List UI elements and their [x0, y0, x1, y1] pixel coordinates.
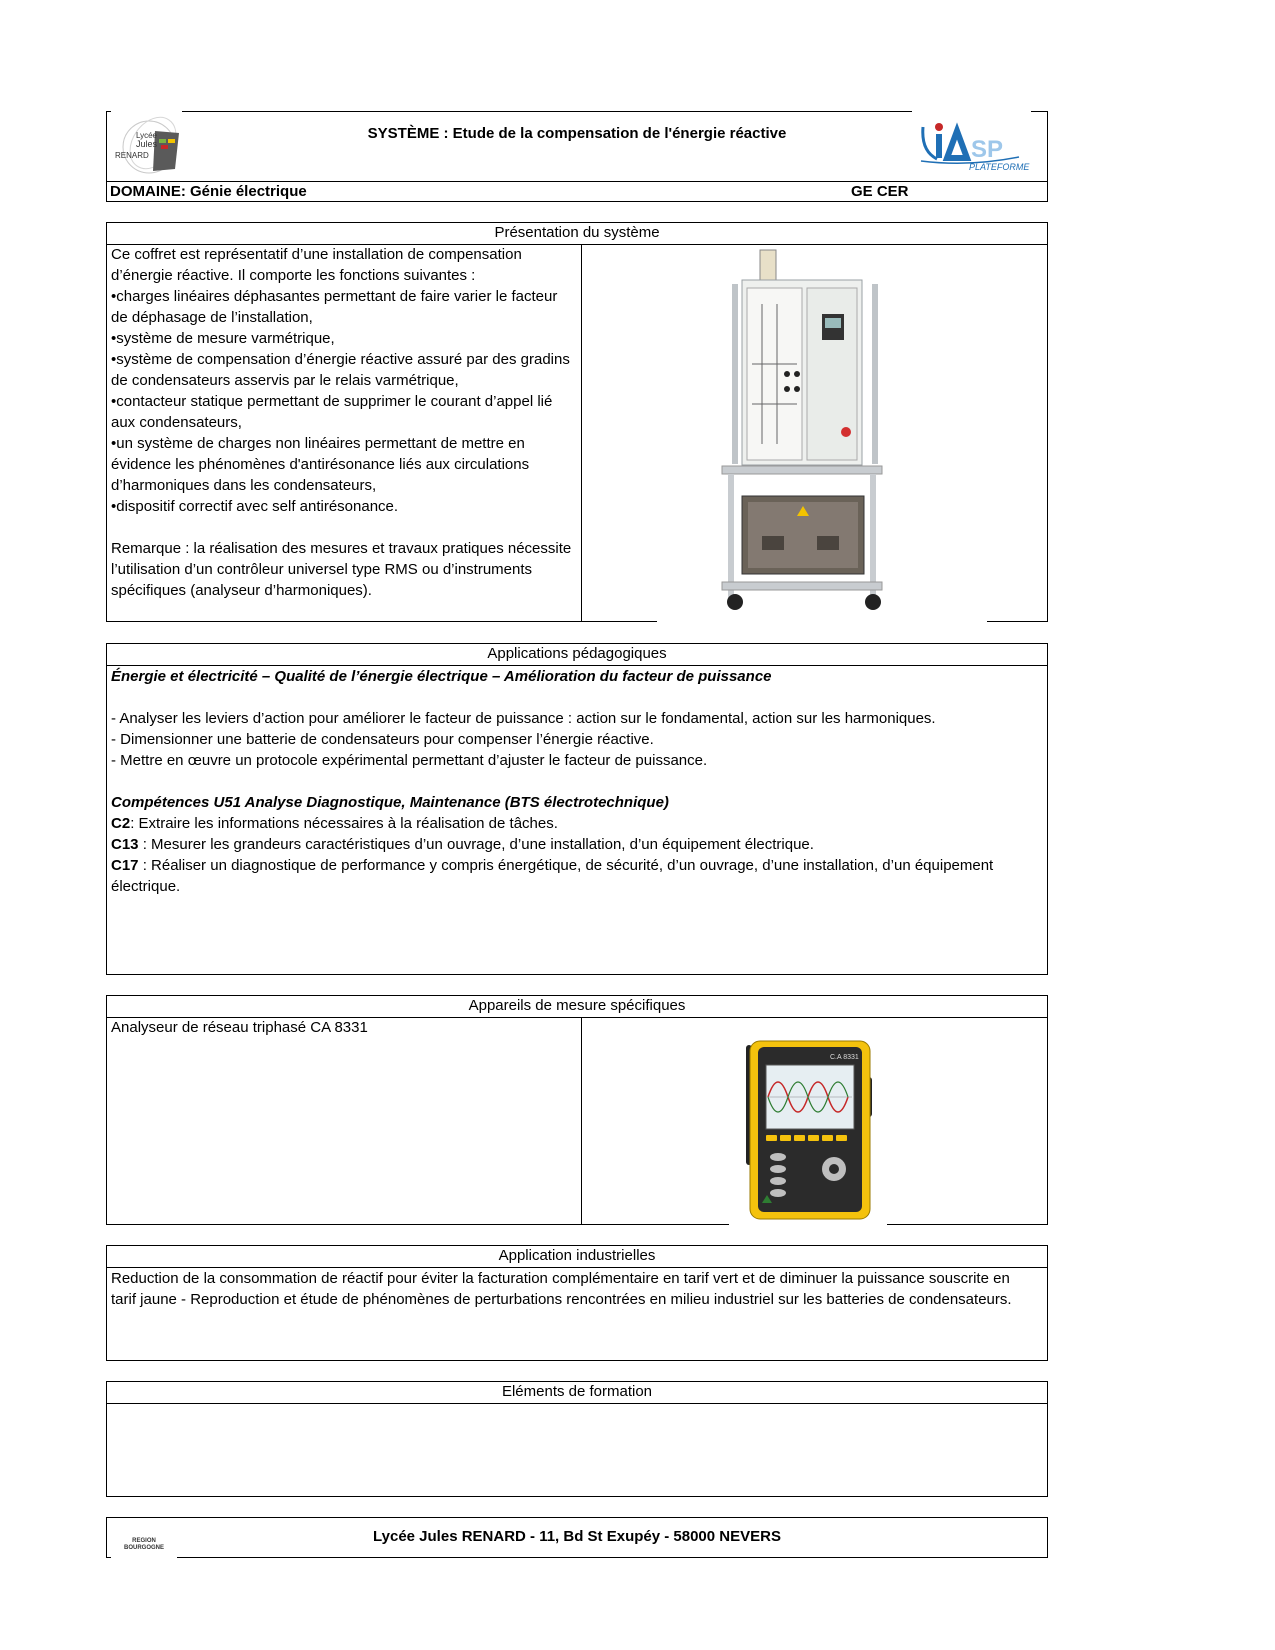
appareils-image [582, 1017, 1047, 1224]
header-top-border-right [1031, 111, 1047, 112]
presentation-title: Présentation du système [107, 223, 1047, 245]
spacer [111, 687, 1043, 708]
appareils-text: Analyseur de réseau triphasé CA 8331 [111, 1019, 368, 1036]
presentation-line: d’harmoniques dans les condensateurs, [111, 477, 377, 494]
device-model: C.A 8331 [830, 1054, 859, 1061]
presentation-line: •un système de charges non linéaires permettant de mettre en [111, 435, 525, 452]
appareils-bottom-gap [729, 1224, 887, 1225]
presentation-line: de déphasage de l’installation, [111, 309, 313, 326]
presentation-line: •charges linéaires déphasantes permettant de faire varier le facteur [111, 288, 558, 305]
appareils-title: Appareils de mesure spécifiques [107, 996, 1047, 1018]
header-box [106, 111, 1048, 202]
industrielles-section [106, 1245, 1048, 1361]
competence-code: C2 [111, 815, 131, 832]
industrielles-body [107, 1268, 1047, 1310]
presentation-line: Ce coffret est représentatif d’une installation de compensation [111, 246, 522, 263]
svg-text:SP: SP [971, 136, 1004, 163]
domain-code: GE CER [851, 183, 909, 200]
competence-c17 [111, 855, 1043, 876]
applications-body [107, 666, 1047, 897]
logo-text-renard: RENARD [115, 151, 149, 160]
presentation-line: •contacteur statique permettant de supprimer le courant d’appel lié [111, 393, 553, 410]
presentation-line: •système de compensation d’énergie réactive assuré par des gradins [111, 351, 570, 368]
competence-c13 [111, 834, 1043, 855]
industrielles-line: Reduction de la consommation de réactif pour éviter la facturation complémentaire en tarif vert et de diminuer la puissance souscrite en [111, 1270, 1010, 1287]
appareils-section [106, 995, 1048, 1225]
spacer [111, 771, 1043, 792]
iasp-logo-icon [919, 121, 1029, 167]
system-title: SYSTÈME : Etude de la compensation de l'énergie réactive [367, 125, 787, 142]
footer-bottom-border-right [177, 1557, 1047, 1558]
presentation-line: d’énergie réactive. Il comporte les fonctions suivantes : [111, 267, 476, 284]
power-analyzer-image [582, 1017, 1048, 1225]
region-logo-text: BOURGOGNE [123, 1545, 164, 1551]
application-item: - Mettre en œuvre un protocole expérimental permettant d’ajuster le facteur de puissance. [111, 752, 708, 769]
applications-heading: Énergie et électricité – Qualité de l’énergie électrique – Amélioration du facteur de puissance [111, 668, 772, 685]
competence-c2 [111, 813, 1043, 834]
competence-code: C13 [111, 836, 139, 853]
footer-address: Lycée Jules RENARD - 11, Bd St Exupéy - 58000 NEVERS [373, 1528, 781, 1545]
applications-section [106, 643, 1048, 975]
presentation-bottom-gap [657, 621, 987, 622]
industrielles-title: Application industrielles [107, 1246, 1047, 1268]
presentation-section [106, 222, 1048, 622]
footer-bottom-border [107, 1557, 111, 1558]
presentation-line: Remarque : la réalisation des mesures et travaux pratiques nécessite [111, 540, 572, 557]
footer-box [106, 1517, 1048, 1558]
header-top-border [182, 111, 912, 112]
application-item: - Dimensionner une batterie de condensateurs pour compenser l’énergie réactive. [111, 731, 654, 748]
iasp-logo-text: PLATEFORME [969, 162, 1030, 172]
application-item: - Analyser les leviers d’action pour améliorer le facteur de puissance : action sur le fondamental, action sur les harmoniques. [111, 710, 936, 727]
iasp-logo [919, 121, 1029, 171]
presentation-line: l’utilisation d’un contrôleur universel type RMS ou d’instruments [111, 561, 533, 578]
formation-section [106, 1381, 1048, 1497]
competence-text: : Mesurer les grandeurs caractéristiques d’un ouvrage, d’une installation, d’un équipement électrique. [138, 836, 814, 853]
competence-text: : Réaliser un diagnostique de performance y compris énergétique, de sécurité, d’un ouvrage, d’une installation, d’un équipement [138, 857, 994, 874]
competence-code: C17 [111, 857, 139, 874]
header-top-border-left [107, 111, 111, 112]
competence-text: : Extraire les informations nécessaires à la réalisation de tâches. [130, 815, 558, 832]
competence-c17-continued: électrique. [111, 878, 181, 895]
presentation-text [107, 244, 589, 601]
presentation-line [111, 517, 585, 538]
domain-label: DOMAINE: Génie électrique [110, 183, 307, 200]
formation-title: Eléments de formation [107, 1382, 1047, 1404]
presentation-line: évidence les phénomènes d'antirésonance liés aux circulations [111, 456, 530, 473]
presentation-line: aux condensateurs, [111, 414, 242, 431]
compensation-cabinet-image [582, 244, 1048, 622]
presentation-image [582, 244, 1047, 621]
lycee-logo [109, 113, 181, 181]
domain-row [107, 181, 1047, 202]
presentation-line: spécifiques (analyseur d’harmoniques). [111, 582, 372, 599]
presentation-line: •système de mesure varmétrique, [111, 330, 335, 347]
logo-text-jules: Jules [135, 139, 157, 149]
region-logo-text: REGION [132, 1538, 156, 1544]
applications-title: Applications pédagogiques [107, 644, 1047, 666]
industrielles-line: tarif jaune - Reproduction et étude de phénomènes de perturbations rencontrées en milieu industriel sur les batteries de condensateurs. [111, 1291, 1012, 1308]
presentation-line: •dispositif correctif avec self antirésonance. [111, 498, 399, 515]
presentation-line: de condensateurs asservis par le relais varmétrique, [111, 372, 459, 389]
competences-heading: Compétences U51 Analyse Diagnostique, Maintenance (BTS électrotechnique) [111, 794, 669, 811]
logo-text-lycee: Lycée [135, 131, 157, 140]
